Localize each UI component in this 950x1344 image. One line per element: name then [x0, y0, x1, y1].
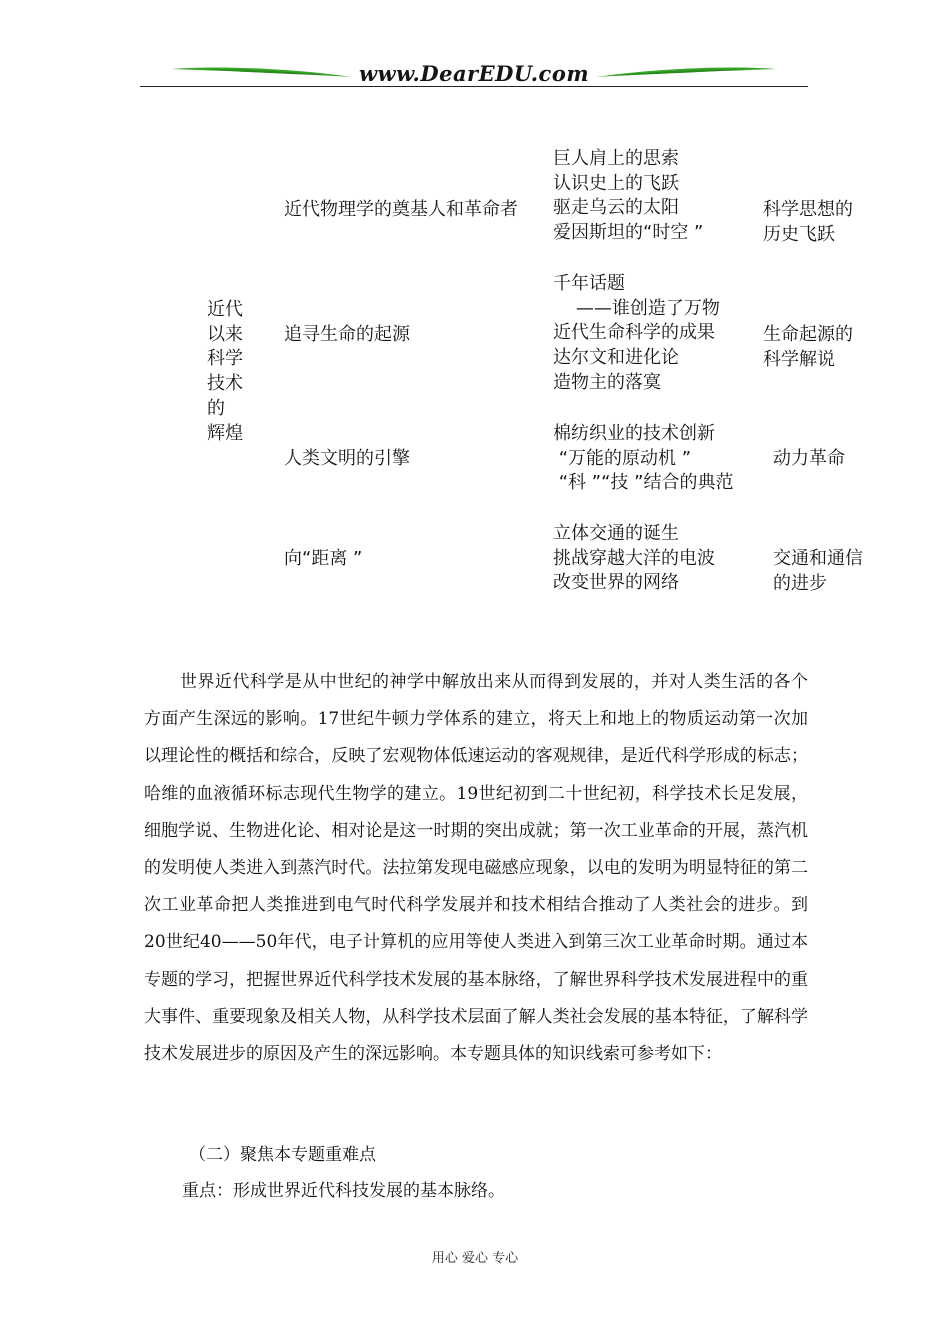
site-logo-text[interactable]: www.DearEDU.com — [358, 61, 590, 86]
detail-line: 近代生命科学的成果 — [553, 322, 715, 344]
detail-line: 造物主的落寞 — [553, 371, 661, 393]
summary-line: 科学解说 — [763, 348, 835, 370]
branch-summary-physics — [763, 198, 853, 247]
detail-line: 达尔文和进化论 — [553, 347, 679, 369]
summary-line: 动力革命 — [773, 448, 845, 469]
branch-topic-life-origin: 追寻生命的起源 — [284, 324, 410, 345]
branch-topic-engine: 人类文明的引擎 — [284, 448, 410, 469]
branch-details-physics — [553, 147, 703, 246]
detail-line: “万能的原动机 ” — [553, 447, 692, 469]
summary-line: 的进步 — [773, 572, 827, 594]
detail-line: 棉纺织业的技术创新 — [553, 423, 715, 444]
section-heading: （二）聚焦本专题重难点 — [189, 1145, 376, 1165]
branch-details-life-origin — [553, 272, 720, 396]
root-title-line: 以来 — [207, 323, 243, 345]
site-header — [140, 52, 808, 92]
branch-summary-distance — [773, 547, 863, 596]
focus-statement: 重点：形成世界近代科技发展的基本脉络。 — [182, 1181, 505, 1201]
root-title-line: 科学 — [207, 348, 243, 370]
detail-line: 爱因斯坦的“时空 ” — [553, 222, 704, 244]
detail-line: 立体交通的诞生 — [553, 523, 679, 544]
summary-line: 生命起源的 — [763, 324, 853, 345]
detail-line: 巨人肩上的思索 — [553, 148, 679, 169]
branch-summary-life-origin — [763, 323, 853, 372]
page-footer: 用心 爱心 专心 — [431, 1251, 519, 1266]
body-paragraph: 世界近代科学是从中世纪的神学中解放出来从而得到发展的，并对人类生活的各个方面产生深远的影响。17世纪牛顿力学体系的建立，将天上和地上的物质运动第一次加以理论性的概括和综合，反映了宏观物体低速运动的客观规律，是近代科学形成的标志；哈维的血液循环标志现代生物学的建立。19世纪初到二十世纪初，科学技术长足发展，细胞学说、生物进化论、相对论是这一时期的突出成就；第一次工业革命的开展，蒸汽机的发明使人类进入到蒸汽时代。法拉第发现电磁感应现象，以电的发明为明显特征的第二次工业革命把人类推进到电气时代科学发展并和技术相结合推动了人类社会的进步。到20世纪40——50年代，电子计算机的应用等使人类进入到第三次工业革命时期。通过本专题的学习，把握世界近代科学技术发展的基本脉络，了解世界科学技术发展进程中的重大事件、重要现象及相关人物，从科学技术层面了解人类社会发展的基本特征，了解科学技术发展进步的原因及产生的深远影响。本专题具体的知识线索可参考如下： — [144, 672, 808, 1065]
header-divider — [140, 86, 808, 87]
detail-line: 驱走乌云的太阳 — [553, 197, 679, 219]
branch-topic-distance: 向“距离 ” — [284, 548, 363, 569]
detail-line: 千年话题 — [553, 273, 625, 294]
summary-line: 交通和通信 — [773, 548, 863, 569]
detail-line: 改变世界的网络 — [553, 572, 679, 594]
detail-line: “科 ”“技 ”结合的典范 — [553, 472, 734, 494]
root-title-line: 技术 — [207, 373, 243, 395]
diagram-root-title — [207, 298, 251, 446]
branch-topic-physics: 近代物理学的奠基人和革命者 — [284, 199, 518, 220]
branch-details-engine — [553, 422, 733, 496]
branch-summary-engine — [773, 447, 845, 472]
root-title-line: 辉煌 — [207, 422, 243, 444]
root-title-line: 近代 — [207, 299, 243, 320]
detail-line: 挑战穿越大洋的电波 — [553, 547, 715, 569]
summary-line: 历史飞跃 — [763, 223, 835, 245]
branch-details-distance — [553, 522, 715, 596]
root-title-line: 的 — [207, 397, 225, 419]
detail-line: 认识史上的飞跃 — [553, 172, 679, 194]
summary-line: 科学思想的 — [763, 199, 853, 220]
detail-line: ——谁创造了万物 — [553, 297, 720, 319]
